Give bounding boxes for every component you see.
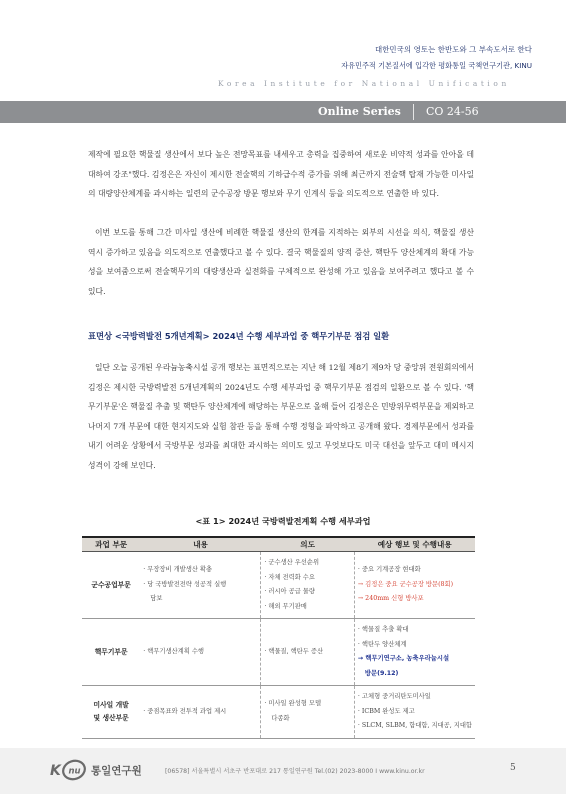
intent-item: · 핵물질, 핵탄두 증산	[264, 647, 324, 655]
row-intent	[261, 686, 355, 739]
table-row	[82, 686, 475, 739]
series-divider	[413, 104, 414, 120]
row-actions	[354, 619, 475, 686]
category-line: 미사일 개발	[93, 700, 129, 709]
table-row	[82, 552, 475, 619]
row-actions	[354, 552, 475, 619]
svg-text:nu: nu	[68, 766, 81, 777]
table-title: <표 1> 2024년 국방력발전계획 수행 세부과업	[195, 516, 371, 526]
logo-text: 통일연구원	[91, 765, 142, 777]
content-item: · 당 국방발전전략 성공적 실행	[143, 580, 227, 588]
paragraph-1: 제작에 필요한 핵물질 생산에서 보다 높은 전망목표를 내세우고 총력을 집중하여 새로운 비약적 성과를 안아올 데 대하여 강조"했다. 김정은은 자신이 제시한 전술핵의 기하급수적 증가를 위해 최근까지 전술핵 탑재 가능한 미사일의 대량양산체계를 과시하는 일련의 군수공장 방문 행보와 무기 인계식 등을 의도적으로 연출한 바 있다.	[88, 150, 474, 199]
content-item: 담보	[150, 595, 163, 603]
svg-text:K: K	[50, 763, 61, 779]
action-item: 방문(9.12)	[364, 669, 399, 677]
action-item: · ICBM 완성도 제고	[357, 707, 415, 715]
header-motto: 대한민국의 영토는 한반도와 그 부속도서로 한다	[374, 45, 532, 54]
row-content	[140, 686, 261, 739]
paragraph-2: 이번 보도를 통해 그간 미사일 생산에 비례한 핵물질 생산의 한계를 지적하는 외부의 시선을 의식, 핵물질 생산 역시 증가하고 있음을 의도적으로 연출했다고 볼 수 있다. 결국 핵물질의 양적 증산, 핵탄두 양산체계의 확대 가능성을 보여줌으로써 전술핵무기의 대량생산과 실전화를 구체적으로 완성해 가고 있음을 보여주려고 했다고 볼 수 있다.	[88, 228, 474, 296]
task-table	[82, 536, 475, 739]
header-content: 내용	[140, 537, 261, 552]
row-category: 군수공업부문	[82, 552, 140, 619]
header-institute-tagline: 자유민주적 기본질서에 입각한 평화통일 국책연구기관, KINU	[341, 61, 532, 70]
content-item: · 중점목표와 전투적 과업 제시	[143, 707, 227, 715]
content-item: · 무장장비 개발생산 확충	[143, 566, 213, 574]
intent-item: · 군수생산 우선순위	[264, 559, 320, 566]
row-intent	[261, 619, 355, 686]
row-content	[140, 552, 261, 619]
section-title: 표면상 <국방력발전 5개년계획> 2024년 수행 세부과업 중 핵무기부문 점검 일환	[88, 331, 390, 341]
action-item: → 240mm 신형 방사포	[357, 595, 424, 603]
header-actions: 예상 행보 및 수행내용	[354, 537, 475, 552]
content-item: · 핵무기생산계획 수행	[143, 647, 205, 655]
action-item: · 핵물질 추출 확대	[357, 626, 409, 633]
intent-item: · 미사일 완성형 모델	[264, 700, 322, 708]
intent-item: · 해외 무기판매	[264, 602, 307, 610]
intent-item: · 러시아 공급 물량	[264, 588, 315, 595]
row-category	[82, 686, 140, 739]
table-header-row	[82, 537, 475, 552]
header-intent: 의도	[261, 537, 355, 552]
header-category: 과업 부문	[82, 537, 140, 552]
row-category: 핵무기부문	[82, 619, 140, 686]
intent-item: · 자체 전력화 수요	[264, 573, 315, 581]
action-item: · 중요 기계공장 현대화	[357, 566, 421, 574]
page-number: 5	[510, 763, 516, 773]
action-item: · 핵탄두 양산체계	[357, 640, 407, 648]
row-actions	[354, 686, 475, 739]
action-item: → 김정은 중요 군수공장 방문(8회)	[357, 580, 454, 588]
row-intent	[261, 552, 355, 619]
footer-address: [06578] 서울특별시 서초구 반포대로 217 통일연구원 Tel.(02) 2023-8000 I www.kinu.or.kr	[165, 768, 425, 775]
header-institute-name-en: Korea Institute for National Unification	[218, 79, 510, 88]
intent-item: 다종화	[271, 714, 290, 722]
action-item: → 핵무기연구소, 농축우라늄시설	[357, 655, 450, 662]
paragraph-3: 일단 오늘 공개된 우라늄농축시설 공개 행보는 표면적으로는 지난 해 12월 제8기 제9차 당 중앙위 전원회의에서 김정은 제시한 국방력발전 5개년계획의 2024년도 수행 세부과업 중 핵무기부문 점검의 일환으로 볼 수 있다. '핵무기부문'은 핵물질 추출 및 핵탄두 양산체계에 해당하는 부문으로 올해 들어 김정은은 민방위무력부문을 제외하고 나머지 7개 부문에 대한 현지지도와 실험 참관 등을 통해 수행 정형을 파악하고 공개해 왔다. 경제부문에서 성과를 내기 어려운 상황에서 국방부문 성과를 최대한 과시하는 의미도 있고 무엇보다도 미국 대선을 앞두고 대미 메시지 성격이 강해 보인다.	[88, 363, 474, 470]
action-item: · SLCM, SLBM, 함대함, 지대공, 지대함	[357, 722, 472, 729]
action-item: · 고체형 중거리탄도미사일	[357, 693, 431, 700]
series-code: CO 24-56	[426, 105, 479, 118]
series-bar	[0, 101, 566, 123]
table-row	[82, 619, 475, 686]
series-name: Online Series	[318, 105, 401, 118]
category-line: 및 생산부문	[93, 713, 129, 722]
row-content	[140, 619, 261, 686]
